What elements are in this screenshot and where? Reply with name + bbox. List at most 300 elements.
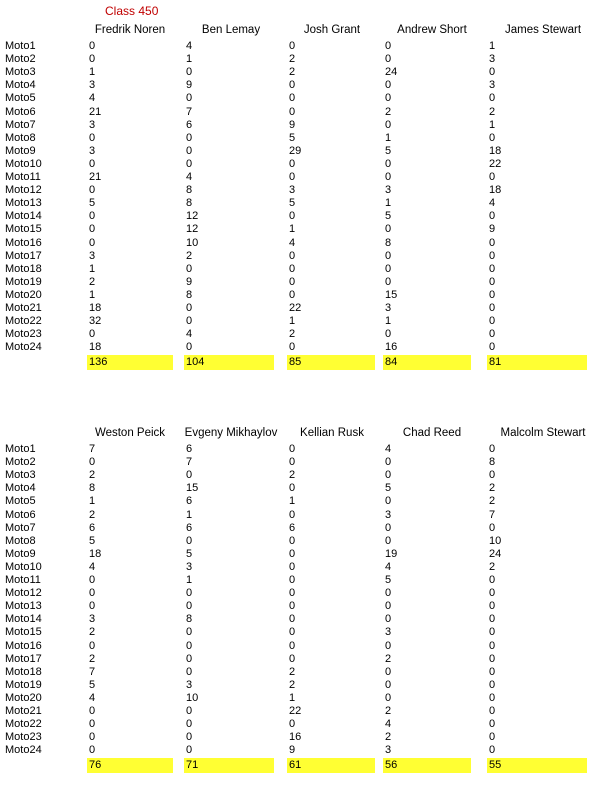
points-cell: 7 <box>89 443 96 455</box>
total-points: 76 <box>87 758 173 773</box>
points-cell: 2 <box>89 508 96 521</box>
points-cell: 0 <box>289 639 296 652</box>
points-cell: 0 <box>489 652 496 665</box>
moto-label: Moto24 <box>5 341 42 354</box>
moto-label: Moto3 <box>5 66 36 79</box>
points-cell: 0 <box>89 639 96 652</box>
points-cell: 0 <box>289 262 296 275</box>
points-cell: 5 <box>89 197 96 210</box>
moto-label: Moto23 <box>5 328 42 341</box>
points-cell: 3 <box>89 249 96 262</box>
moto-label: Moto6 <box>5 105 36 118</box>
points-cell: 2 <box>289 66 296 79</box>
points-cell: 0 <box>489 262 496 275</box>
table-row <box>0 640 600 653</box>
points-cell: 0 <box>89 731 96 744</box>
table-row <box>0 482 600 495</box>
points-cell: 12 <box>186 223 199 236</box>
total-points: 81 <box>487 355 587 370</box>
points-cell: 0 <box>489 302 496 314</box>
points-cell: 1 <box>89 288 96 301</box>
points-cell: 9 <box>289 118 296 131</box>
points-cell: 5 <box>385 482 392 495</box>
table-row <box>0 587 600 600</box>
table-row <box>0 626 600 639</box>
points-cell: 4 <box>289 236 296 249</box>
moto-label: Moto4 <box>5 79 36 92</box>
table-row <box>0 66 600 79</box>
points-cell: 0 <box>289 626 296 639</box>
rider-header-fredrik-noren: Fredrik Noren <box>94 24 166 36</box>
table-row <box>0 548 600 561</box>
moto-label: Moto14 <box>5 210 42 223</box>
points-cell: 10 <box>186 691 199 704</box>
points-cell: 0 <box>89 40 96 52</box>
points-cell: 4 <box>186 40 193 52</box>
points-cell: 0 <box>186 744 193 757</box>
table-row <box>0 495 600 508</box>
points-cell: 8 <box>186 197 193 210</box>
total-points: 61 <box>287 758 375 773</box>
table-row <box>0 79 600 92</box>
points-cell: 0 <box>489 587 496 600</box>
points-cell: 0 <box>385 328 392 341</box>
points-cell: 0 <box>489 678 496 691</box>
points-cell: 18 <box>89 341 102 354</box>
points-cell: 16 <box>385 341 398 354</box>
table-row <box>0 718 600 731</box>
moto-label: Moto9 <box>5 547 36 560</box>
points-cell: 0 <box>89 574 96 586</box>
points-cell: 6 <box>186 118 193 131</box>
points-cell: 3 <box>89 613 96 626</box>
points-cell: 4 <box>89 691 96 704</box>
table-row <box>0 106 600 119</box>
rider-header-malcolm-stewart: Malcolm Stewart <box>500 427 586 439</box>
points-cell: 24 <box>489 547 502 560</box>
points-cell: 1 <box>186 574 193 586</box>
points-cell: 0 <box>186 469 193 482</box>
points-cell: 0 <box>385 587 392 600</box>
points-cell: 1 <box>289 495 296 508</box>
points-cell: 0 <box>385 495 392 508</box>
moto-label: Moto5 <box>5 92 36 105</box>
moto-label: Moto21 <box>5 302 42 314</box>
points-cell: 0 <box>289 482 296 495</box>
points-cell: 0 <box>89 131 96 144</box>
total-points: 71 <box>184 758 274 773</box>
points-cell: 10 <box>186 236 199 249</box>
points-cell: 10 <box>489 534 502 547</box>
points-cell: 1 <box>186 53 193 66</box>
total-points: 55 <box>487 758 587 773</box>
points-cell: 4 <box>89 560 96 573</box>
points-cell: 9 <box>186 275 193 288</box>
table-row <box>0 197 600 210</box>
rider-header-josh-grant: Josh Grant <box>303 24 361 36</box>
points-cell: 0 <box>489 210 496 223</box>
points-cell: 6 <box>289 521 296 534</box>
table-row <box>0 119 600 132</box>
moto-label: Moto17 <box>5 249 42 262</box>
points-cell: 6 <box>186 521 193 534</box>
points-cell: 0 <box>89 53 96 66</box>
moto-label: Moto11 <box>5 574 41 586</box>
points-cell: 0 <box>385 171 392 183</box>
points-cell: 8 <box>186 184 193 197</box>
points-cell: 0 <box>289 456 296 469</box>
points-cell: 0 <box>489 665 496 678</box>
table-row <box>0 53 600 66</box>
table-row <box>0 302 600 315</box>
table-row <box>0 509 600 522</box>
points-cell: 0 <box>289 210 296 223</box>
points-cell: 5 <box>89 678 96 691</box>
moto-label: Moto18 <box>5 262 42 275</box>
rider-header-weston-peick: Weston Peick <box>94 427 166 439</box>
points-cell: 0 <box>385 40 392 52</box>
points-cell: 7 <box>89 665 96 678</box>
points-cell: 4 <box>385 718 392 731</box>
points-cell: 3 <box>489 79 496 92</box>
points-cell: 0 <box>489 275 496 288</box>
points-cell: 0 <box>289 171 296 183</box>
points-cell: 7 <box>186 105 193 118</box>
moto-label: Moto11 <box>5 171 41 183</box>
points-cell: 0 <box>489 92 496 105</box>
table-row <box>0 328 600 341</box>
points-cell: 1 <box>289 223 296 236</box>
points-cell: 0 <box>186 131 193 144</box>
points-cell: 2 <box>89 626 96 639</box>
points-cell: 2 <box>89 652 96 665</box>
table-row <box>0 574 600 587</box>
points-cell: 0 <box>385 79 392 92</box>
points-cell: 0 <box>289 443 296 455</box>
points-cell: 0 <box>489 66 496 79</box>
points-cell: 22 <box>289 705 302 717</box>
table-row <box>0 456 600 469</box>
points-cell: 0 <box>89 600 96 613</box>
points-cell: 1 <box>489 118 496 131</box>
moto-label: Moto7 <box>5 521 36 534</box>
table-row <box>0 263 600 276</box>
table-row <box>0 469 600 482</box>
points-cell: 0 <box>89 157 96 170</box>
points-cell: 2 <box>89 469 96 482</box>
points-cell: 4 <box>186 171 193 183</box>
points-cell: 0 <box>186 302 193 314</box>
moto-label: Moto1 <box>5 40 36 52</box>
points-cell: 0 <box>186 639 193 652</box>
moto-label: Moto1 <box>5 443 36 455</box>
table-row <box>0 237 600 250</box>
moto-label: Moto18 <box>5 665 42 678</box>
points-cell: 29 <box>289 144 302 157</box>
points-cell: 0 <box>89 184 96 197</box>
points-cell: 3 <box>186 560 193 573</box>
points-cell: 5 <box>289 197 296 210</box>
points-cell: 0 <box>385 678 392 691</box>
points-cell: 0 <box>186 665 193 678</box>
points-cell: 1 <box>489 40 496 52</box>
moto-label: Moto10 <box>5 157 42 170</box>
points-cell: 6 <box>89 521 96 534</box>
points-cell: 15 <box>186 482 199 495</box>
points-cell: 8 <box>186 288 193 301</box>
table-row <box>0 145 600 158</box>
moto-label: Moto14 <box>5 613 42 626</box>
points-cell: 1 <box>385 131 392 144</box>
points-cell: 0 <box>385 53 392 66</box>
points-cell: 22 <box>489 157 502 170</box>
points-cell: 1 <box>289 315 296 328</box>
rider-header-james-stewart: James Stewart <box>504 24 582 36</box>
points-cell: 0 <box>186 731 193 744</box>
points-cell: 5 <box>186 547 193 560</box>
moto-label: Moto7 <box>5 118 36 131</box>
points-cell: 0 <box>385 534 392 547</box>
points-cell: 0 <box>89 744 96 757</box>
points-cell: 0 <box>385 521 392 534</box>
points-cell: 0 <box>489 315 496 328</box>
table-row <box>0 184 600 197</box>
points-cell: 6 <box>186 495 193 508</box>
points-cell: 1 <box>289 691 296 704</box>
points-cell: 9 <box>186 79 193 92</box>
points-cell: 0 <box>289 508 296 521</box>
points-cell: 0 <box>489 171 496 183</box>
moto-label: Moto10 <box>5 560 42 573</box>
points-cell: 2 <box>89 275 96 288</box>
table-row <box>0 223 600 236</box>
points-cell: 2 <box>489 560 496 573</box>
moto-label: Moto21 <box>5 705 42 717</box>
points-cell: 0 <box>186 600 193 613</box>
points-cell: 0 <box>489 328 496 341</box>
table-row <box>0 171 600 184</box>
rider-header-evgeny-mikhaylov: Evgeny Mikhaylov <box>184 427 278 439</box>
points-cell: 3 <box>385 626 392 639</box>
points-cell: 9 <box>489 223 496 236</box>
points-cell: 5 <box>385 144 392 157</box>
table-row <box>0 653 600 666</box>
points-cell: 0 <box>186 341 193 354</box>
points-cell: 0 <box>385 275 392 288</box>
points-cell: 0 <box>289 249 296 262</box>
table-row <box>0 210 600 223</box>
points-cell: 8 <box>385 236 392 249</box>
points-cell: 24 <box>385 66 398 79</box>
table-row <box>0 666 600 679</box>
points-cell: 3 <box>385 302 392 314</box>
points-cell: 3 <box>89 144 96 157</box>
points-cell: 0 <box>385 600 392 613</box>
moto-label: Moto22 <box>5 718 42 731</box>
points-cell: 2 <box>289 328 296 341</box>
points-cell: 1 <box>89 66 96 79</box>
points-cell: 18 <box>489 184 502 197</box>
points-cell: 0 <box>89 705 96 717</box>
points-cell: 9 <box>289 744 296 757</box>
points-cell: 32 <box>89 315 102 328</box>
table-row <box>0 289 600 302</box>
points-cell: 7 <box>186 456 193 469</box>
points-cell: 0 <box>186 262 193 275</box>
points-cell: 5 <box>289 131 296 144</box>
points-cell: 3 <box>89 118 96 131</box>
points-cell: 0 <box>385 639 392 652</box>
points-cell: 2 <box>289 53 296 66</box>
points-cell: 0 <box>89 223 96 236</box>
points-cell: 0 <box>385 118 392 131</box>
points-cell: 3 <box>385 508 392 521</box>
table-row <box>0 132 600 145</box>
points-cell: 2 <box>385 652 392 665</box>
moto-label: Moto16 <box>5 639 42 652</box>
points-cell: 0 <box>489 744 496 757</box>
table-row <box>0 561 600 574</box>
points-cell: 0 <box>289 79 296 92</box>
points-cell: 3 <box>289 184 296 197</box>
points-cell: 0 <box>385 691 392 704</box>
points-cell: 0 <box>385 262 392 275</box>
points-cell: 0 <box>289 92 296 105</box>
moto-label: Moto12 <box>5 184 42 197</box>
table-row <box>0 731 600 744</box>
moto-label: Moto2 <box>5 456 36 469</box>
points-cell: 5 <box>89 534 96 547</box>
points-cell: 2 <box>489 105 496 118</box>
points-cell: 0 <box>489 131 496 144</box>
points-cell: 0 <box>385 613 392 626</box>
points-cell: 0 <box>186 587 193 600</box>
points-cell: 0 <box>489 236 496 249</box>
rider-header-chad-reed: Chad Reed <box>402 427 462 439</box>
moto-label: Moto8 <box>5 534 36 547</box>
points-cell: 0 <box>489 443 496 455</box>
moto-label: Moto19 <box>5 678 42 691</box>
points-cell: 2 <box>385 105 392 118</box>
points-cell: 15 <box>385 288 398 301</box>
moto-label: Moto6 <box>5 508 36 521</box>
points-cell: 3 <box>186 678 193 691</box>
moto-label: Moto15 <box>5 223 42 236</box>
moto-label: Moto9 <box>5 144 36 157</box>
points-cell: 5 <box>385 210 392 223</box>
table-row <box>0 443 600 456</box>
points-cell: 0 <box>186 626 193 639</box>
points-cell: 18 <box>89 547 102 560</box>
points-cell: 0 <box>489 731 496 744</box>
points-cell: 0 <box>289 574 296 586</box>
points-cell: 12 <box>186 210 199 223</box>
points-cell: 0 <box>489 691 496 704</box>
table-row <box>0 535 600 548</box>
points-cell: 5 <box>385 574 392 586</box>
points-cell: 0 <box>289 534 296 547</box>
points-cell: 0 <box>289 600 296 613</box>
moto-label: Moto19 <box>5 275 42 288</box>
points-cell: 2 <box>385 705 392 717</box>
points-cell: 4 <box>385 560 392 573</box>
points-cell: 0 <box>385 249 392 262</box>
moto-label: Moto20 <box>5 691 42 704</box>
moto-label: Moto15 <box>5 626 42 639</box>
points-cell: 18 <box>489 144 502 157</box>
total-points: 136 <box>87 355 173 370</box>
moto-label: Moto13 <box>5 197 42 210</box>
points-cell: 0 <box>186 157 193 170</box>
points-cell: 0 <box>89 210 96 223</box>
total-points: 84 <box>383 355 471 370</box>
points-cell: 0 <box>289 547 296 560</box>
points-cell: 0 <box>186 652 193 665</box>
points-cell: 0 <box>289 718 296 731</box>
points-cell: 0 <box>289 613 296 626</box>
points-cell: 2 <box>385 731 392 744</box>
points-cell: 0 <box>489 639 496 652</box>
points-cell: 2 <box>489 495 496 508</box>
points-cell: 3 <box>89 79 96 92</box>
moto-label: Moto3 <box>5 469 36 482</box>
points-cell: 4 <box>489 197 496 210</box>
points-cell: 0 <box>489 288 496 301</box>
points-cell: 0 <box>186 66 193 79</box>
table-row <box>0 158 600 171</box>
points-cell: 0 <box>289 587 296 600</box>
points-cell: 1 <box>89 262 96 275</box>
moto-label: Moto4 <box>5 482 36 495</box>
table-row <box>0 705 600 718</box>
points-cell: 0 <box>89 587 96 600</box>
points-cell: 1 <box>385 315 392 328</box>
points-cell: 0 <box>289 560 296 573</box>
points-cell: 21 <box>89 105 102 118</box>
moto-label: Moto5 <box>5 495 36 508</box>
points-cell: 0 <box>489 626 496 639</box>
table-row <box>0 341 600 354</box>
table-row <box>0 613 600 626</box>
table-row <box>0 744 600 757</box>
table-row <box>0 679 600 692</box>
points-cell: 0 <box>289 157 296 170</box>
points-cell: 0 <box>89 236 96 249</box>
points-cell: 0 <box>289 105 296 118</box>
points-cell: 3 <box>489 53 496 66</box>
points-cell: 1 <box>186 508 193 521</box>
table-row <box>0 40 600 53</box>
points-cell: 0 <box>385 665 392 678</box>
points-cell: 0 <box>186 315 193 328</box>
points-cell: 8 <box>89 482 96 495</box>
total-points: 104 <box>184 355 274 370</box>
points-cell: 0 <box>489 718 496 731</box>
points-cell: 3 <box>385 184 392 197</box>
table-row <box>0 250 600 263</box>
points-cell: 3 <box>385 744 392 757</box>
table-row <box>0 692 600 705</box>
points-cell: 0 <box>289 40 296 52</box>
table-row <box>0 315 600 328</box>
class-title: Class 450 <box>105 4 159 18</box>
table-row <box>0 276 600 289</box>
points-cell: 6 <box>186 443 193 455</box>
points-cell: 18 <box>89 302 102 314</box>
points-cell: 8 <box>489 456 496 469</box>
rider-header-andrew-short: Andrew Short <box>397 24 467 36</box>
total-points: 85 <box>287 355 375 370</box>
